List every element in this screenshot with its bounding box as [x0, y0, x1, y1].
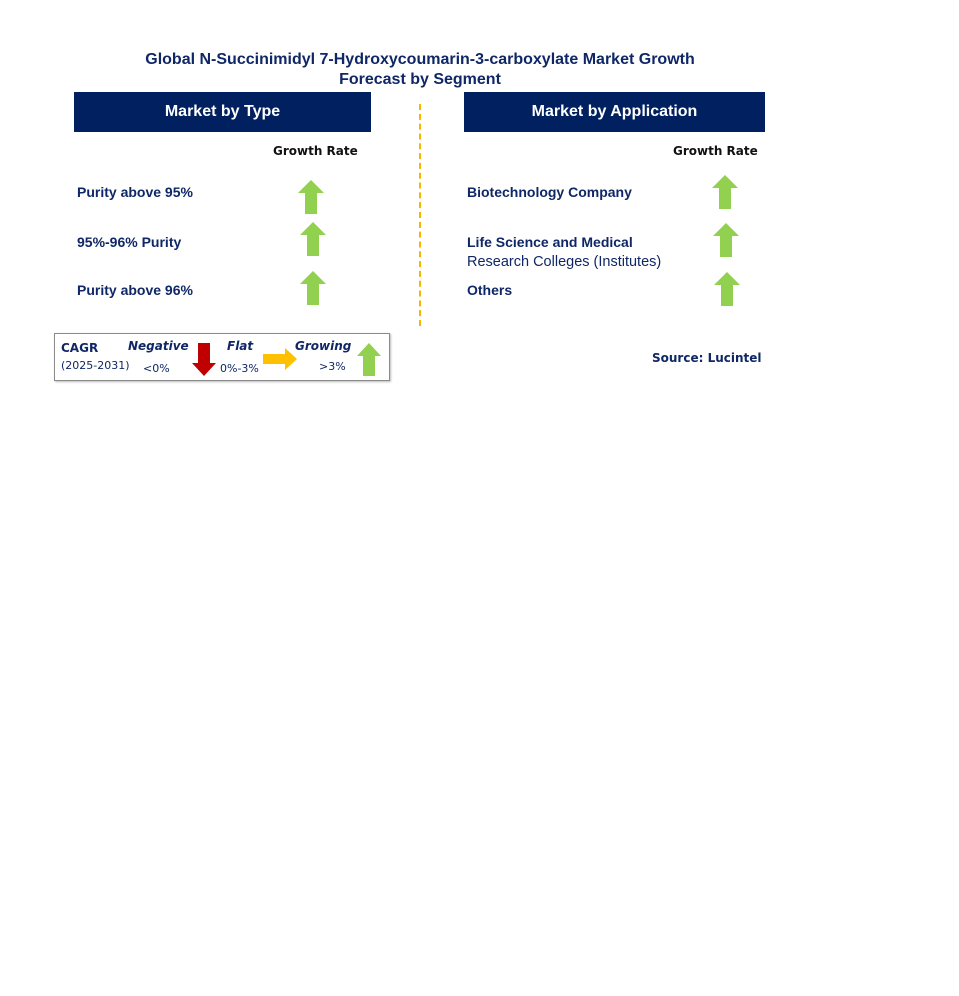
application-item-label-line1: Life Science and Medical [467, 234, 633, 250]
legend-period-label: (2025-2031) [61, 359, 130, 372]
right-growth-rate-label: Growth Rate [673, 144, 758, 158]
panel-divider [419, 104, 421, 326]
application-item-label [467, 232, 661, 272]
title-line-2: Forecast by Segment [339, 71, 501, 88]
growing-arrow-icon [357, 343, 381, 376]
market-by-application-header: Market by Application [464, 92, 765, 132]
legend-flat-label: Flat [227, 339, 254, 353]
application-item-label: Others [467, 282, 513, 298]
title-line-1: Global N-Succinimidyl 7-Hydroxycoumarin-3-carboxylate Market Growth [145, 51, 695, 68]
legend-negative-label: Negative [128, 339, 189, 353]
growing-arrow-icon [298, 180, 324, 214]
application-item-label: Biotechnology Company [467, 184, 632, 200]
legend-growing-range: >3% [319, 360, 346, 373]
application-item-label-line2: Research Colleges (Institutes) [467, 254, 662, 270]
market-by-type-header: Market by Type [74, 92, 371, 132]
legend-cagr-label: CAGR [61, 341, 99, 355]
type-item-label: Purity above 95% [77, 184, 193, 200]
flat-arrow-icon [263, 348, 297, 370]
growing-arrow-icon [300, 271, 326, 305]
chart-title [120, 50, 720, 90]
growing-arrow-icon [712, 175, 738, 209]
left-growth-rate-label: Growth Rate [273, 144, 358, 158]
growing-arrow-icon [713, 223, 739, 257]
growing-arrow-icon [714, 272, 740, 306]
type-item-label: 95%-96% Purity [77, 234, 182, 250]
legend-growing-label: Growing [295, 339, 352, 353]
source-label: Source: Lucintel [652, 351, 762, 365]
legend-flat-range: 0%-3% [220, 362, 259, 375]
growing-arrow-icon [300, 222, 326, 256]
type-item-label: Purity above 96% [77, 282, 193, 298]
legend-negative-range: <0% [143, 362, 170, 375]
cagr-legend [54, 333, 390, 381]
negative-arrow-icon [192, 343, 216, 376]
